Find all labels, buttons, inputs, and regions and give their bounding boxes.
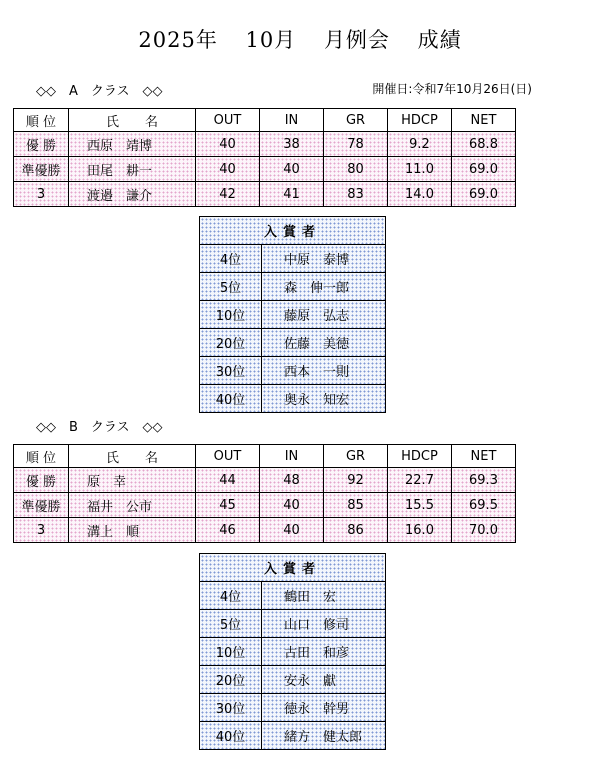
rank-cell: 準優勝 <box>14 493 69 518</box>
table-row <box>14 518 516 543</box>
rank-cell: 3 <box>14 182 69 207</box>
list-item <box>200 385 386 413</box>
prize-name: 西本 一則 <box>262 357 386 385</box>
hdcp-cell: 14.0 <box>388 182 452 207</box>
class-a-heading: ◇◇ A クラス ◇◇ <box>36 84 163 99</box>
out-cell: 40 <box>196 132 260 157</box>
in-cell: 38 <box>260 132 324 157</box>
class-a-results-table <box>13 108 516 207</box>
col-header-gr: GR <box>324 445 388 468</box>
hdcp-cell: 16.0 <box>388 518 452 543</box>
title-year: 2025年 <box>138 28 218 52</box>
out-cell: 45 <box>196 493 260 518</box>
col-header-in: IN <box>260 445 324 468</box>
page-title <box>0 24 600 54</box>
list-item <box>200 245 386 273</box>
rank-cell: 準優勝 <box>14 157 69 182</box>
prize-rank: 40位 <box>200 385 262 413</box>
in-cell: 40 <box>260 157 324 182</box>
table-header-row <box>14 445 516 468</box>
prize-name: 山口 修司 <box>262 610 386 638</box>
prize-name: 安永 獻 <box>262 666 386 694</box>
out-cell: 42 <box>196 182 260 207</box>
col-header-rank: 順 位 <box>14 445 69 468</box>
prize-rank: 10位 <box>200 301 262 329</box>
table-row <box>14 182 516 207</box>
class-b-prize-table <box>199 553 386 750</box>
net-cell: 69.0 <box>452 157 516 182</box>
prize-rank: 20位 <box>200 666 262 694</box>
rank-cell: 3 <box>14 518 69 543</box>
prize-rank: 30位 <box>200 694 262 722</box>
list-item <box>200 301 386 329</box>
prize-rank: 30位 <box>200 357 262 385</box>
in-cell: 41 <box>260 182 324 207</box>
prize-header: 入賞者 <box>200 217 386 245</box>
prize-header: 入賞者 <box>200 554 386 582</box>
net-cell: 69.0 <box>452 182 516 207</box>
hdcp-cell: 22.7 <box>388 468 452 493</box>
hdcp-cell: 15.5 <box>388 493 452 518</box>
list-item <box>200 273 386 301</box>
prize-name: 佐藤 美徳 <box>262 329 386 357</box>
out-cell: 44 <box>196 468 260 493</box>
class-b-heading: ◇◇ B クラス ◇◇ <box>36 420 163 435</box>
col-header-out: OUT <box>196 445 260 468</box>
prize-name: 徳永 幹男 <box>262 694 386 722</box>
col-header-name: 氏 名 <box>69 109 196 132</box>
rank-cell: 優 勝 <box>14 132 69 157</box>
prize-rank: 4位 <box>200 245 262 273</box>
hdcp-cell: 11.0 <box>388 157 452 182</box>
table-row <box>14 493 516 518</box>
col-header-gr: GR <box>324 109 388 132</box>
list-item <box>200 666 386 694</box>
prize-rank: 5位 <box>200 273 262 301</box>
gr-cell: 78 <box>324 132 388 157</box>
name-cell: 西原 靖博 <box>69 132 196 157</box>
gr-cell: 83 <box>324 182 388 207</box>
col-header-in: IN <box>260 109 324 132</box>
held-date: 開催日:令和7年10月26日(日) <box>372 82 532 96</box>
list-item <box>200 638 386 666</box>
prize-rank: 10位 <box>200 638 262 666</box>
table-row <box>14 132 516 157</box>
col-header-rank: 順 位 <box>14 109 69 132</box>
col-header-name: 氏 名 <box>69 445 196 468</box>
list-item <box>200 722 386 750</box>
name-cell: 福井 公市 <box>69 493 196 518</box>
title-month: 10月 <box>245 28 297 52</box>
table-row <box>14 468 516 493</box>
col-header-hdcp: HDCP <box>388 109 452 132</box>
list-item <box>200 694 386 722</box>
net-cell: 69.5 <box>452 493 516 518</box>
gr-cell: 92 <box>324 468 388 493</box>
in-cell: 48 <box>260 468 324 493</box>
prize-name: 鶴田 宏 <box>262 582 386 610</box>
net-cell: 68.8 <box>452 132 516 157</box>
gr-cell: 80 <box>324 157 388 182</box>
col-header-net: NET <box>452 445 516 468</box>
in-cell: 40 <box>260 493 324 518</box>
gr-cell: 85 <box>324 493 388 518</box>
hdcp-cell: 9.2 <box>388 132 452 157</box>
net-cell: 70.0 <box>452 518 516 543</box>
gr-cell: 86 <box>324 518 388 543</box>
name-cell: 原 幸 <box>69 468 196 493</box>
table-row <box>14 157 516 182</box>
class-a-prize-table <box>199 216 386 413</box>
title-event: 月例会 <box>323 28 390 52</box>
prize-rank: 5位 <box>200 610 262 638</box>
out-cell: 40 <box>196 157 260 182</box>
prize-name: 古田 和彦 <box>262 638 386 666</box>
col-header-net: NET <box>452 109 516 132</box>
prize-name: 中原 泰博 <box>262 245 386 273</box>
prize-rank: 20位 <box>200 329 262 357</box>
name-cell: 田尾 耕一 <box>69 157 196 182</box>
prize-name: 藤原 弘志 <box>262 301 386 329</box>
name-cell: 溝上 順 <box>69 518 196 543</box>
col-header-hdcp: HDCP <box>388 445 452 468</box>
list-item <box>200 357 386 385</box>
class-b-results-table <box>13 444 516 543</box>
prize-rank: 4位 <box>200 582 262 610</box>
prize-name: 森 伸一郎 <box>262 273 386 301</box>
prize-name: 緒方 健太郎 <box>262 722 386 750</box>
list-item <box>200 610 386 638</box>
col-header-out: OUT <box>196 109 260 132</box>
net-cell: 69.3 <box>452 468 516 493</box>
name-cell: 渡邉 謙介 <box>69 182 196 207</box>
out-cell: 46 <box>196 518 260 543</box>
list-item <box>200 582 386 610</box>
table-header-row <box>14 109 516 132</box>
rank-cell: 優 勝 <box>14 468 69 493</box>
prize-name: 奥永 知宏 <box>262 385 386 413</box>
prize-rank: 40位 <box>200 722 262 750</box>
list-item <box>200 329 386 357</box>
title-subject: 成績 <box>417 28 462 52</box>
in-cell: 40 <box>260 518 324 543</box>
